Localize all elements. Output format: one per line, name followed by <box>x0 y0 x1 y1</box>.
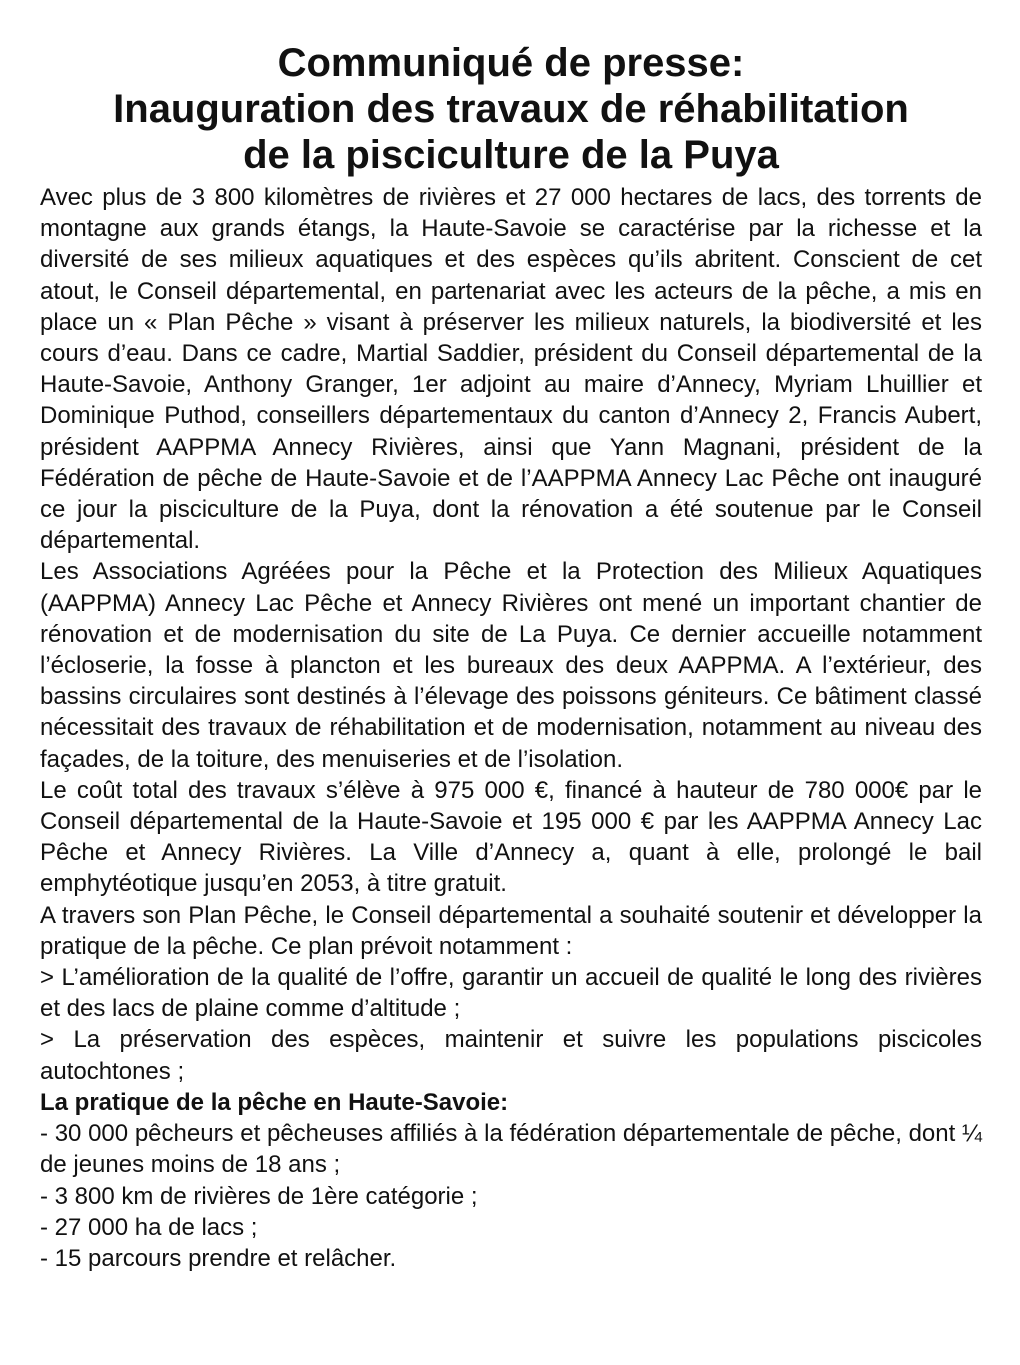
stats-item: - 15 parcours prendre et relâcher. <box>40 1244 397 1272</box>
aappma-paragraph: Les Associations Agréées pour la Pêche et la Protection des Milieux Aquatiques (AAPPMA) Annecy Lac Pêche et Annecy Rivières ont mené un important chantier de rénovation et de modernisation du site de La Puya. Ce dernier accueille notamment l’écloserie, la fosse à plancton et les bureaux des deux AAPPMA. A l’extérieur, des bassins circulaires sont destinés à l’élevage des poissons géniteurs. Ce bâtiment classé nécessitait des travaux de réhabilitation et de modernisation, notamment au niveau des façades, de la toiture, des menuiseries et de l’isolation. <box>40 558 982 773</box>
stats-item: - 27 000 ha de lacs ; <box>40 1213 258 1241</box>
stats-item: - 30 000 pêcheurs et pêcheuses affiliés à la fédération départementale de pêche, dont ¼ de jeunes moins de 18 ans ; <box>40 1120 982 1179</box>
title-line-2: Inauguration des travaux de réhabilitation <box>113 87 909 131</box>
plan-item-especes: > La préservation des espèces, maintenir et suivre les populations piscicoles autochtones ; <box>40 1026 982 1085</box>
cost-paragraph: Le coût total des travaux s’élève à 975 000 €, financé à hauteur de 780 000€ par le Conseil départemental de la Haute-Savoie et 195 000 € par les AAPPMA Annecy Lac Pêche et Annecy Rivières. La Ville d’Annecy a, quant à elle, prolongé le bail emphytéotique jusqu’en 2053, à titre gratuit. <box>40 776 982 898</box>
intro-paragraph: Avec plus de 3 800 kilomètres de rivières et 27 000 hectares de lacs, des torrents de montagne aux grands étangs, la Haute-Savoie se caractérise par la richesse et la diversité de ses milieux aquatiques et des espèces qu’ils abritent. Conscient de cet atout, le Conseil départemental, en partenariat avec les acteurs de la pêche, a mis en place un « Plan Pêche » visant à préserver les milieux naturels, la biodiversité et les cours d’eau. Dans ce cadre, Martial Saddier, président du Conseil départemental de la Haute-Savoie, Anthony Granger, 1er adjoint au maire d’Annecy, Myriam Lhuillier et Dominique Puthod, conseillers départementaux du canton d’Annecy 2, Francis Aubert, président AAPPMA Annecy Rivières, ainsi que Yann Magnani, président de la Fédération de pêche de Haute-Savoie et de l’AAPPMA Annecy Lac Pêche ont inauguré ce jour la pisciculture de la Puya, dont la rénovation a été soutenue par le Conseil départemental. <box>40 184 982 555</box>
page-title <box>40 40 982 178</box>
stats-heading: La pratique de la pêche en Haute-Savoie: <box>40 1088 509 1116</box>
plan-peche-paragraph: A travers son Plan Pêche, le Conseil départemental a souhaité soutenir et développer la pratique de la pêche. Ce plan prévoit notamment : <box>40 901 982 960</box>
title-line-1: Communiqué de presse: <box>277 41 745 85</box>
title-line-3: de la pisciculture de la Puya <box>243 133 779 177</box>
plan-item-offre: > L’amélioration de la qualité de l’offre, garantir un accueil de qualité le long des rivières et des lacs de plaine comme d’altitude ; <box>40 964 982 1023</box>
stats-item: - 3 800 km de rivières de 1ère catégorie ; <box>40 1182 478 1210</box>
